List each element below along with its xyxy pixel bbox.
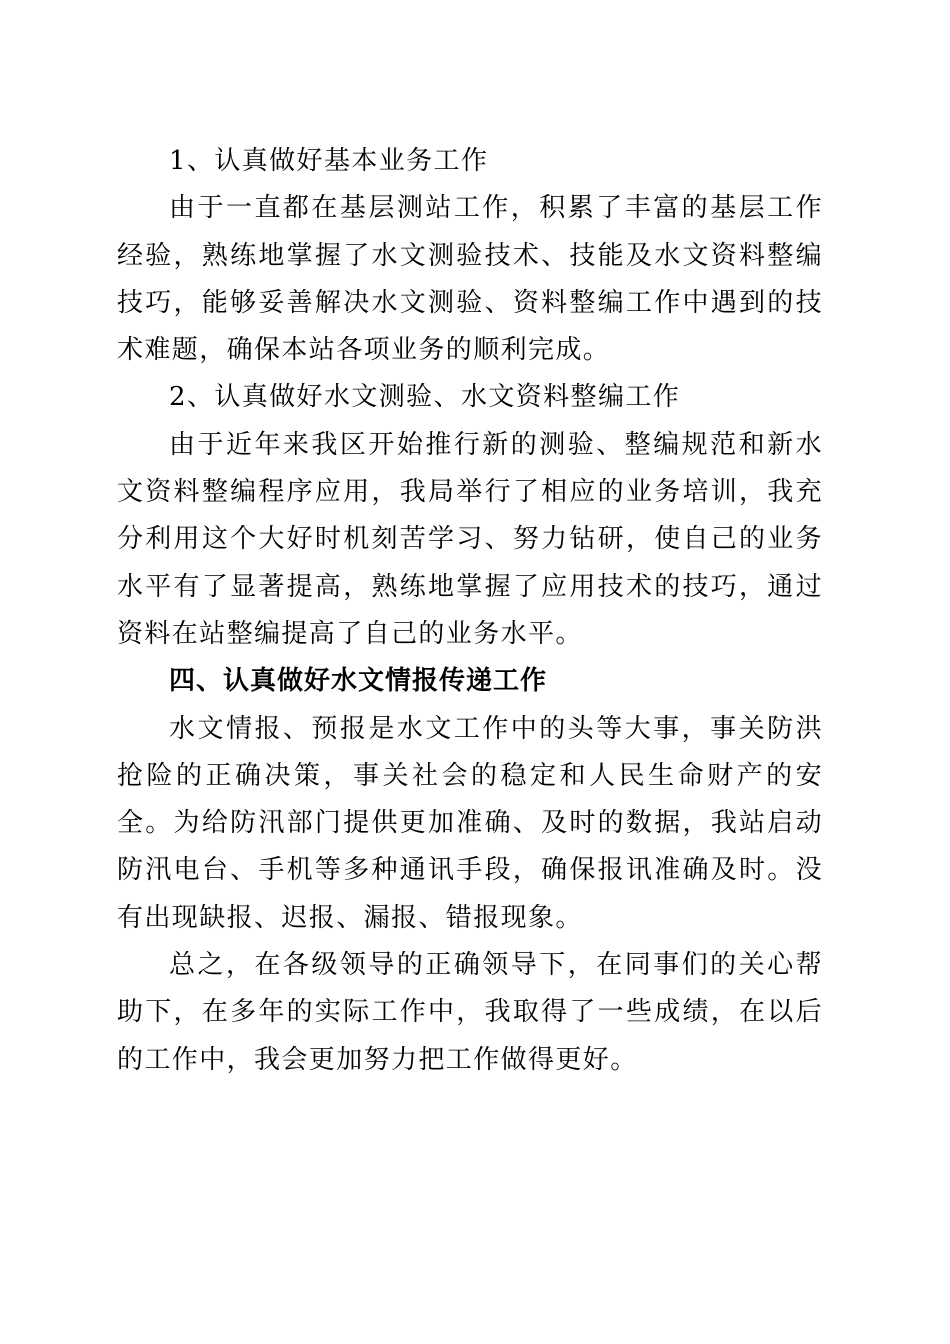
subheading-hydrology-survey: 2、认真做好水文测验、水文资料整编工作 [169, 382, 681, 413]
paragraph-conclusion: 总之，在各级领导的正确领导下，在同事们的关心帮助下，在多年的实际工作中，我取得了一些成绩，在以后的工作中，我会更加努力把工作做得更好。 [117, 950, 823, 1075]
paragraph-hydrology-survey: 由于近年来我区开始推行新的测验、整编规范和新水文资料整编程序应用，我局举行了相应的业务培训，我充分利用这个大好时机刻苦学习、努力钻研，使自己的业务水平有了显著提高，熟练地掌握了应用技术的技巧，通过资料在站整编提高了自己的业务水平。 [117, 429, 823, 649]
section-heading-intelligence: 四、认真做好水文情报传递工作 [169, 666, 548, 697]
document-body [117, 138, 823, 1084]
paragraph-intelligence: 水文情报、预报是水文工作中的头等大事，事关防洪抢险的正确决策，事关社会的稳定和人民生命财产的安全。为给防汛部门提供更加准确、及时的数据，我站启动防汛电台、手机等多种通讯手段，确保报讯准确及时。没有出现缺报、迟报、漏报、错报现象。 [117, 713, 823, 933]
paragraph-basic-work: 由于一直都在基层测站工作，积累了丰富的基层工作经验，熟练地掌握了水文测验技术、技能及水文资料整编技巧，能够妥善解决水文测验、资料整编工作中遇到的技术难题，确保本站各项业务的顺利完成。 [117, 193, 823, 366]
subheading-basic-work: 1、认真做好基本业务工作 [169, 146, 489, 176]
